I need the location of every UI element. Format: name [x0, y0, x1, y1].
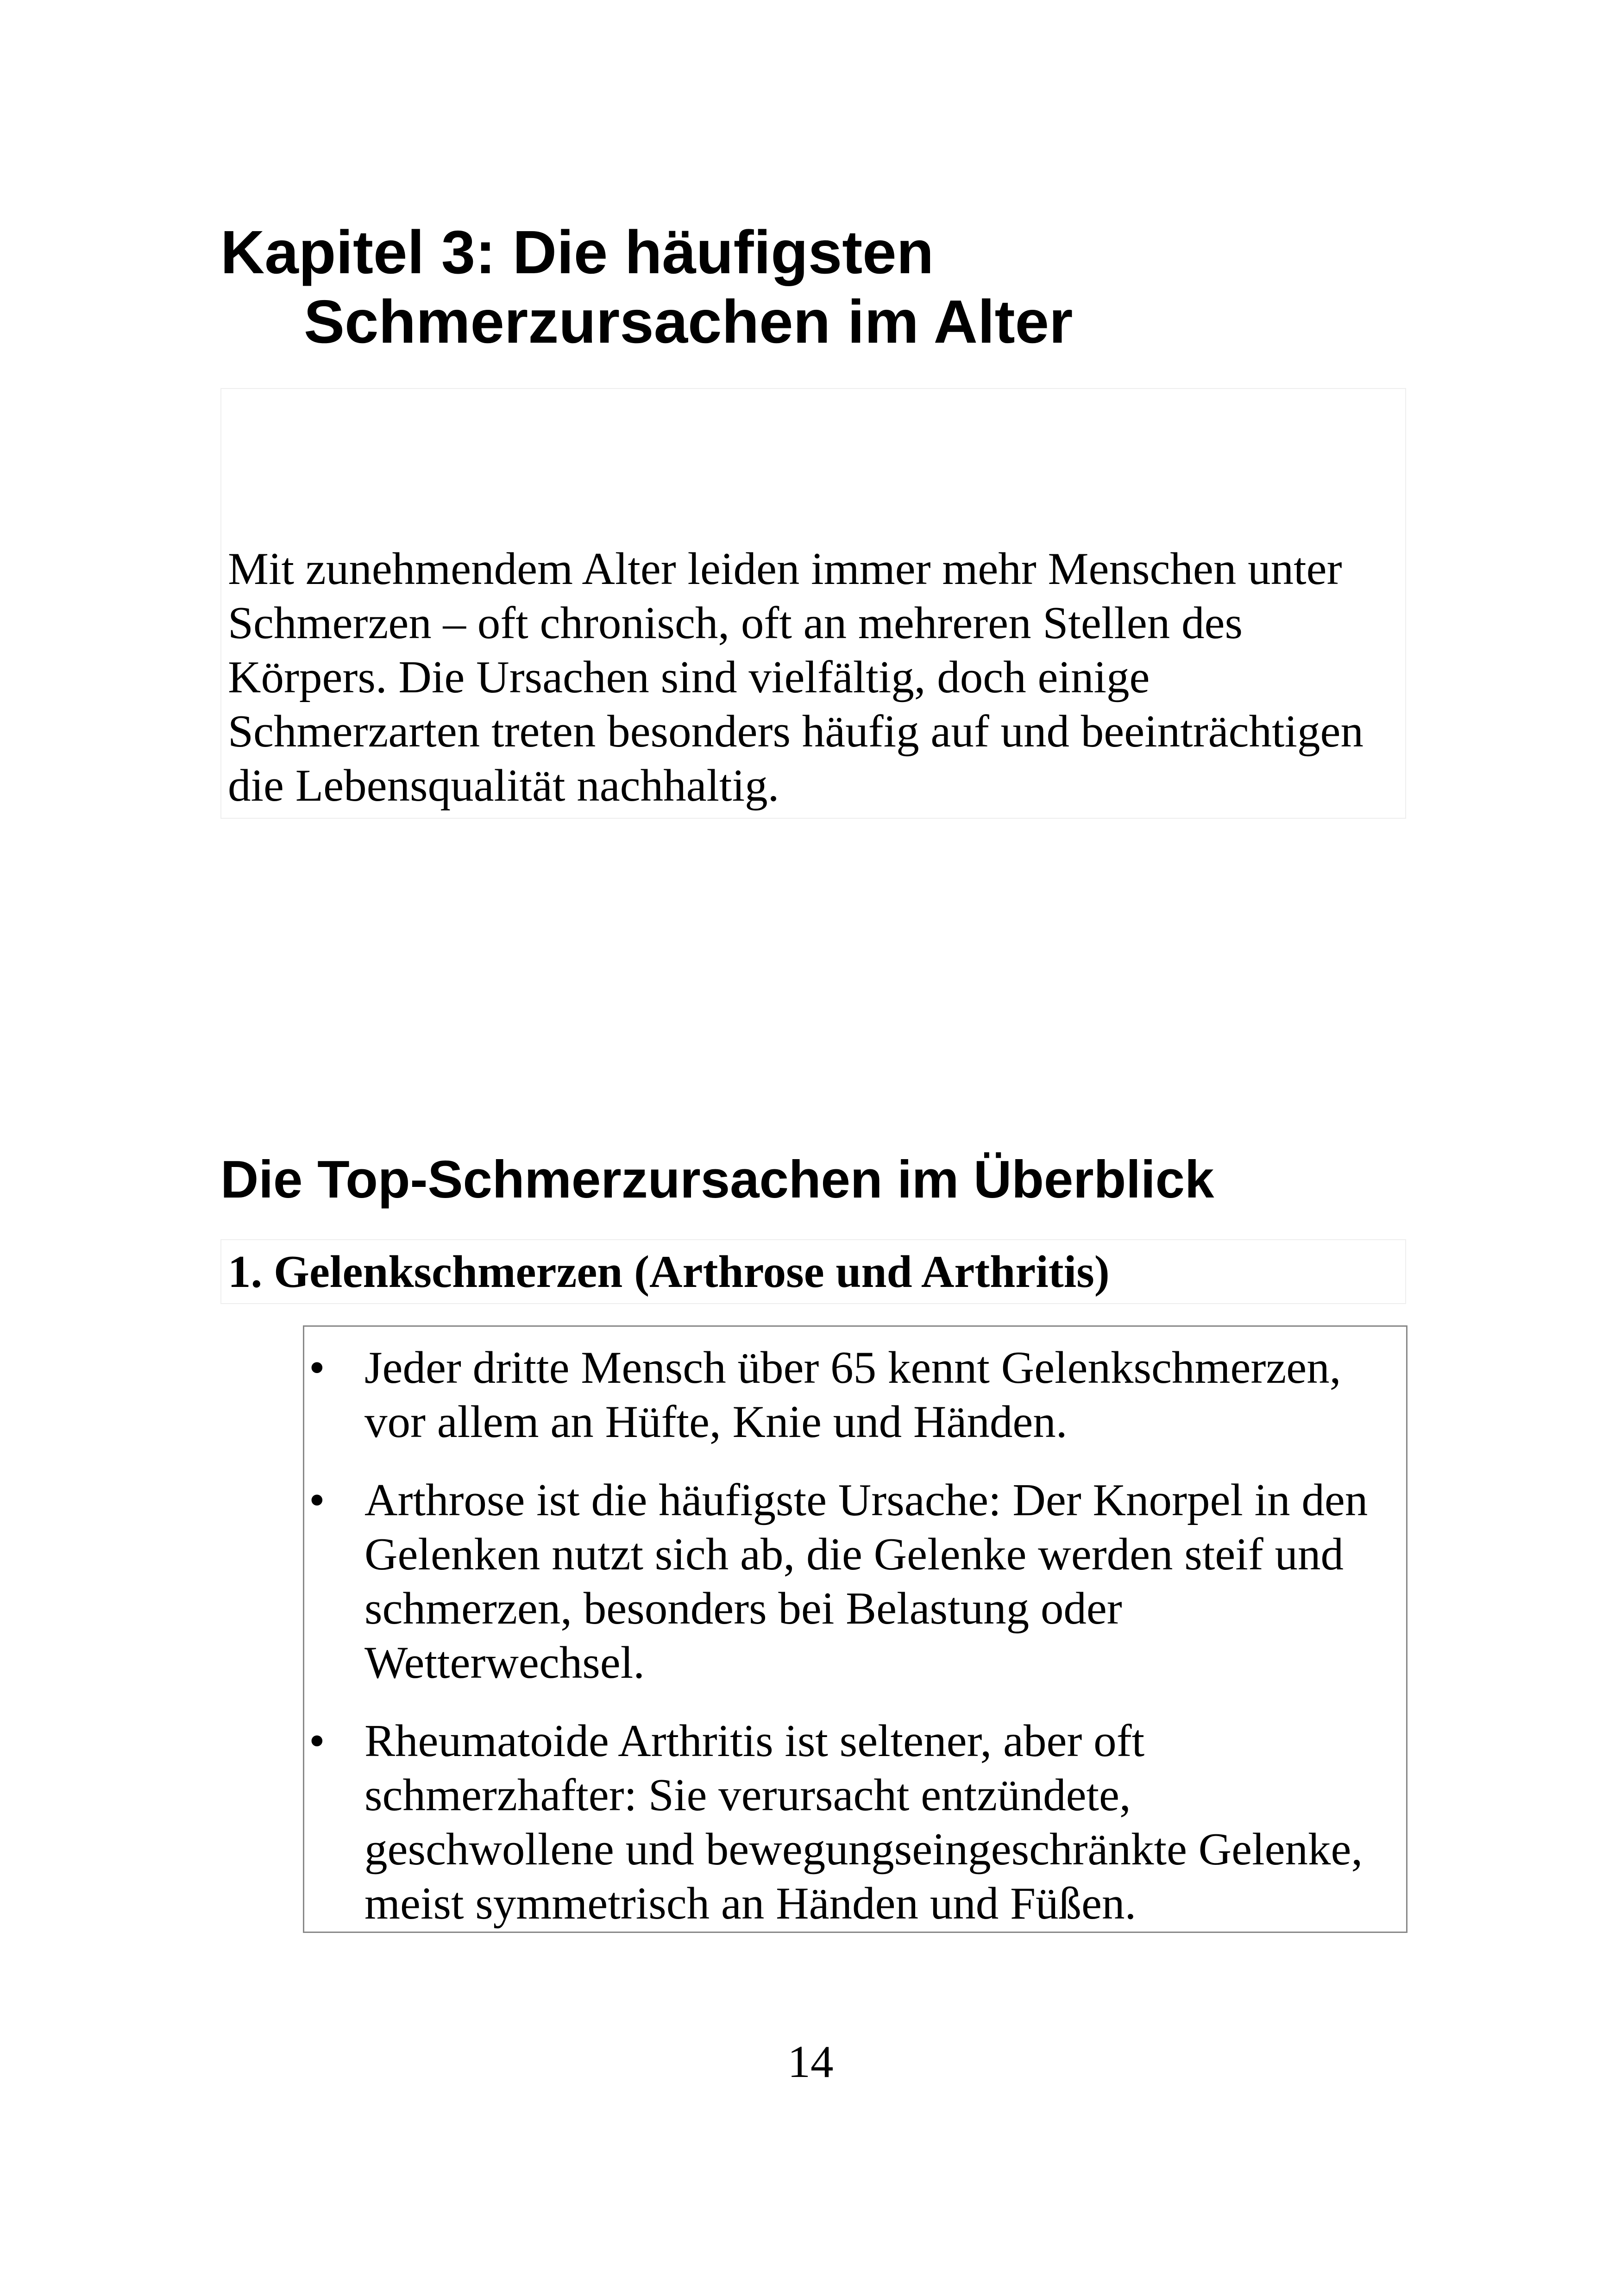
list-item: [304, 1714, 1406, 1931]
list-item-text: Jeder dritte Mensch über 65 kennt Gelenkschmerzen, vor allem an Hüfte, Knie und Händen.: [364, 1342, 1341, 1447]
bullet-list: [304, 1341, 1406, 1955]
subsection-title: 1. Gelenkschmerzen (Arthrose und Arthritis): [228, 1247, 1110, 1297]
bullet-icon: •: [309, 1342, 325, 1393]
subsection-box: [220, 1239, 1406, 1304]
chapter-title: [220, 218, 1073, 357]
list-item: [304, 1473, 1406, 1690]
list-item-text: Rheumatoide Arthritis ist seltener, aber oft schmerzhafter: Sie verursacht entzündete, geschwollene und bewegungseingeschränkte Gelenke, meist symmetrisch an Händen und Füßen.: [364, 1716, 1363, 1929]
bullet-icon: •: [309, 1475, 325, 1525]
chapter-title-line2: Schmerzursachen im Alter: [304, 288, 1073, 356]
chapter-title-line1: Kapitel 3: Die häufigsten: [220, 218, 934, 286]
bullet-icon: •: [309, 1716, 325, 1766]
page-number: 14: [787, 2037, 834, 2087]
section-title: Die Top-Schmerzursachen im Überblick: [220, 1150, 1214, 1209]
intro-paragraph: Mit zunehmendem Alter leiden immer mehr Menschen unter Schmerzen – oft chronisch, oft an mehreren Stellen des Körpers. Die Ursachen sind vielfältig, doch einige Schmerzarten treten besonders häufig auf und beeinträchtigen die Lebensqualität nachhaltig.: [228, 544, 1363, 811]
list-item-text: Arthrose ist die häufigste Ursache: Der Knorpel in den Gelenken nutzt sich ab, die Gelenke werden steif und schmerzen, besonders bei Belastung oder Wetterwechsel.: [364, 1475, 1368, 1688]
bullet-list-box: [303, 1325, 1407, 1933]
list-item: [304, 1341, 1406, 1449]
intro-box: [220, 388, 1406, 819]
